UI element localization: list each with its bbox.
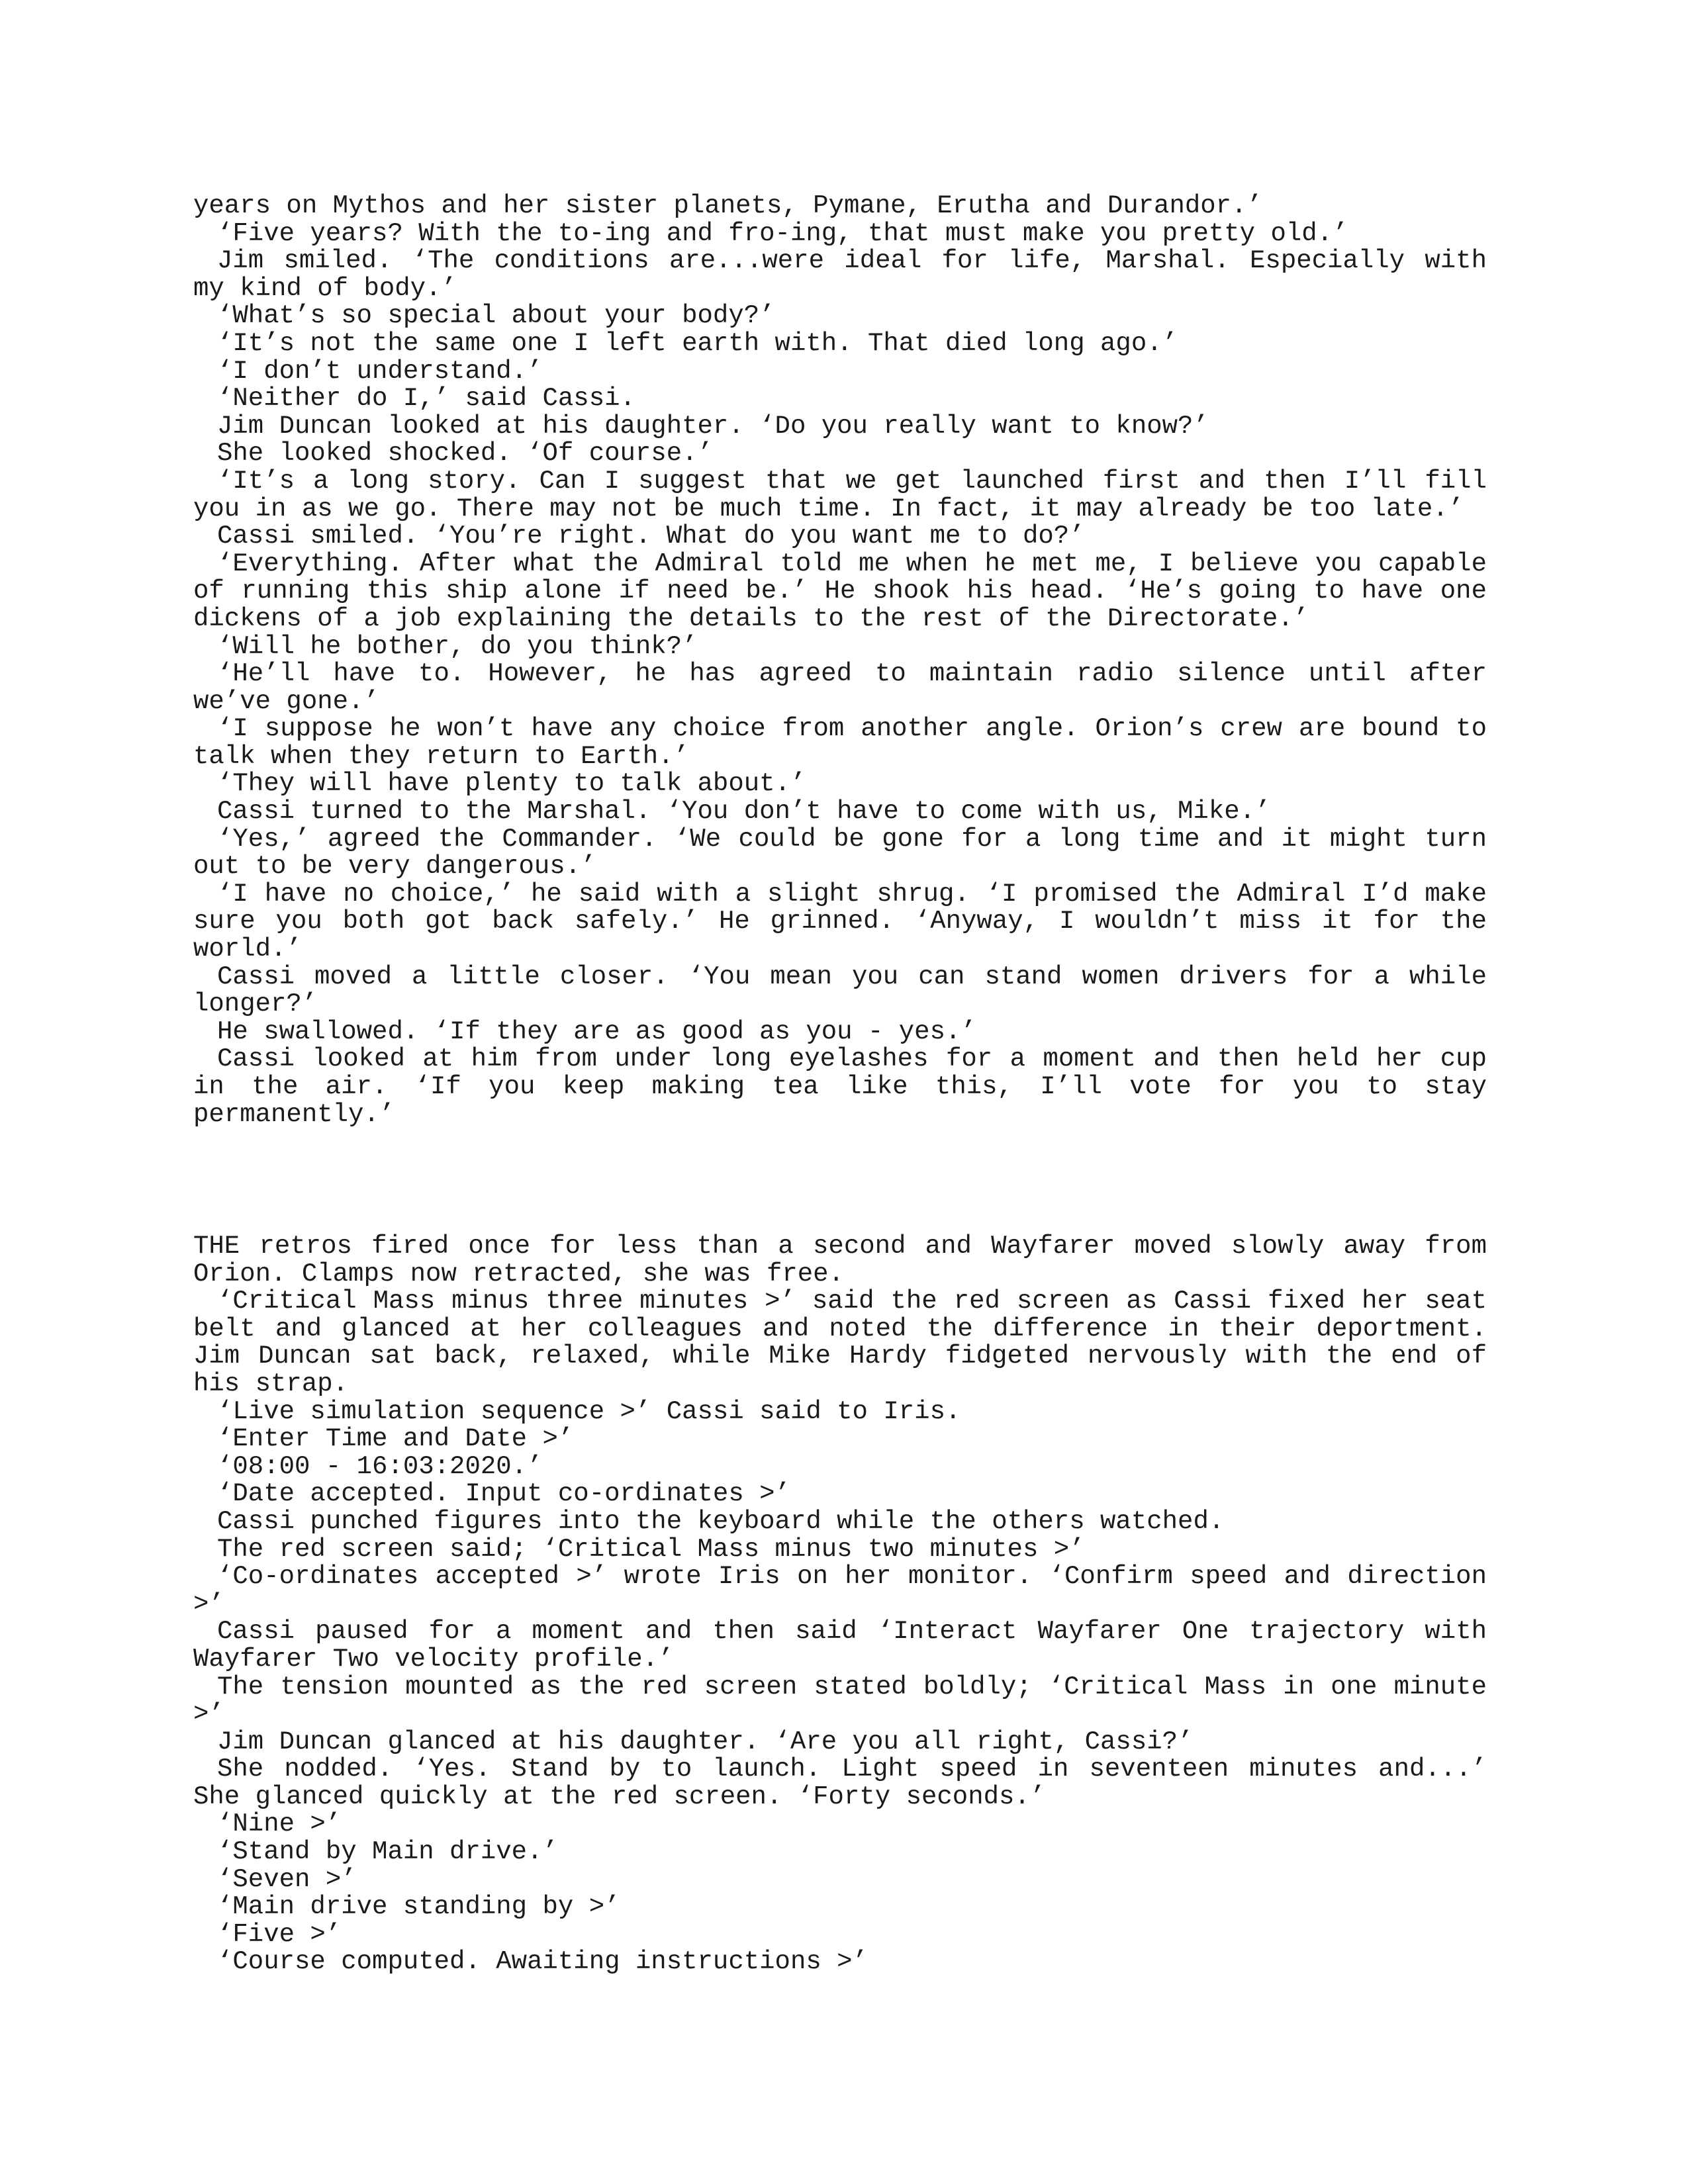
paragraph: ‘They will have plenty to talk about.’ (217, 769, 806, 799)
paragraph: ‘Five years? With the to-ing and fro-ing, that must make you pretty old.’ (217, 218, 1348, 248)
paragraph: THE retros fired once for less than a second and Wayfarer moved slowly away from Orion. Clamps now retracted, she was free. (193, 1232, 1487, 1289)
paragraph: Cassi punched figures into the keyboard while the others watched. (217, 1506, 1225, 1536)
paragraph: ‘Critical Mass minus three minutes >’ said the red screen as Cassi fixed her seat belt and glanced at her colleagues and noted the difference in their deportment. Jim Duncan sat back, relaxed, while Mike Hardy fidgeted nervously with the end of his strap. (193, 1287, 1487, 1398)
paragraph: ‘Neither do I,’ said Cassi. (217, 384, 635, 414)
paragraph: The red screen said; ‘Critical Mass minus two minutes >’ (217, 1534, 1085, 1564)
paragraph: Jim Duncan glanced at his daughter. ‘Are you all right, Cassi?’ (217, 1727, 1194, 1756)
paragraph: ‘I suppose he won’t have any choice from another angle. Orion’s crew are bound to talk when they return to Earth.’ (193, 714, 1487, 771)
paragraph: ‘Everything. After what the Admiral told me when he met me, I believe you capable of running this ship alone if need be.’ He shook his head. ‘He’s going to have one dickens of a job explaining the details to the rest of the Directorate.’ (193, 549, 1487, 633)
paragraph: ‘Course computed. Awaiting instructions >’ (217, 1947, 868, 1977)
paragraph: ‘What’s so special about your body?’ (217, 301, 775, 331)
paragraph: Cassi turned to the Marshal. ‘You don’t have to come with us, Mike.’ (217, 797, 1271, 827)
paragraph: Jim Duncan looked at his daughter. ‘Do you really want to know?’ (217, 411, 1209, 441)
paragraph: ‘Date accepted. Input co-ordinates >’ (217, 1479, 790, 1509)
paragraph: ‘Seven >’ (217, 1864, 357, 1894)
paragraph: ‘I have no choice,’ he said with a slight shrug. ‘I promised the Admiral I’d make sure you both got back safely.’ He grinned. ‘Anyway, I wouldn’t miss it for the world.’ (193, 879, 1487, 964)
paragraph: Cassi smiled. ‘You’re right. What do you want me to do?’ (217, 522, 1085, 551)
paragraph: ‘Will he bother, do you think?’ (217, 631, 698, 661)
paragraph: ‘I don’t understand.’ (217, 356, 543, 386)
paragraph: Cassi moved a little closer. ‘You mean you can stand women drivers for a while longer?’ (193, 962, 1487, 1019)
paragraph: years on Mythos and her sister planets, Pymane, Erutha and Durandor.’ (193, 191, 1262, 220)
paragraph: ‘Yes,’ agreed the Commander. ‘We could be gone for a long time and it might turn out to be very dangerous.’ (193, 824, 1487, 882)
paragraph: Cassi paused for a moment and then said ‘Interact Wayfarer One trajectory with Wayfarer Two velocity profile.’ (193, 1617, 1487, 1674)
paragraph: ‘Nine >’ (217, 1809, 342, 1839)
paragraph: ‘08:00 - 16:03:2020.’ (217, 1451, 543, 1481)
paragraph: Cassi looked at him from under long eyelashes for a moment and then held her cup in the air. ‘If you keep making tea like this, I’ll vote for you to stay permanently.’ (193, 1044, 1487, 1129)
paragraph: ‘It’s a long story. Can I suggest that we get launched first and then I’ll fill you in as we go. There may not be much time. In fact, it may already be too late.’ (193, 466, 1487, 523)
paragraph: ‘Main drive standing by >’ (217, 1892, 620, 1922)
paragraph: Jim smiled. ‘The conditions are...were ideal for life, Marshal. Especially with my kind of body.’ (193, 246, 1487, 303)
paragraph: ‘He’ll have to. However, he has agreed to maintain radio silence until after we’ve gone.’ (193, 659, 1487, 716)
paragraph: ‘Co-ordinates accepted >’ wrote Iris on her monitor. ‘Confirm speed and direction >’ (193, 1562, 1487, 1619)
paragraph: ‘Stand by Main drive.’ (217, 1837, 558, 1867)
paragraph: She looked shocked. ‘Of course.’ (217, 439, 713, 469)
paragraph: ‘Enter Time and Date >’ (217, 1424, 574, 1454)
paragraph: ‘It’s not the same one I left earth with. That died long ago.’ (217, 328, 1178, 358)
text-section-1 (193, 193, 1487, 1128)
paragraph: He swallowed. ‘If they are as good as you - yes.’ (217, 1017, 976, 1046)
paragraph: The tension mounted as the red screen stated boldly; ‘Critical Mass in one minute >’ (193, 1672, 1487, 1729)
paragraph: ‘Live simulation sequence >’ Cassi said to Iris. (217, 1396, 961, 1426)
paragraph: ‘Five >’ (217, 1919, 342, 1949)
text-section-2 (193, 1233, 1487, 1976)
paragraph: She nodded. ‘Yes. Stand by to launch. Light speed in seventeen minutes and...’ She glanced quickly at the red screen. ‘Forty seconds.’ (193, 1754, 1487, 1811)
